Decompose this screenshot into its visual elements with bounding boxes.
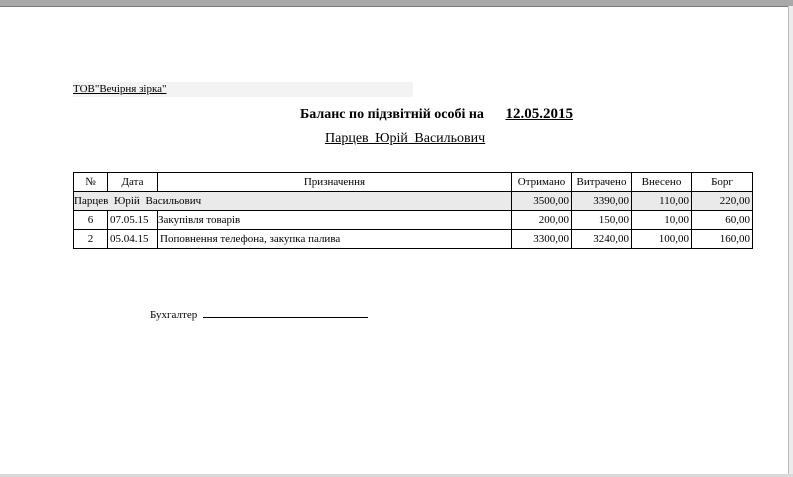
row-number: 6	[74, 211, 108, 230]
group-received: 3500,00	[512, 192, 572, 211]
row-date: 05.04.15	[108, 230, 158, 249]
report-title-row	[300, 105, 573, 124]
row-debt: 60,00	[692, 211, 753, 230]
group-name: Парцев Юрій Васильович	[74, 192, 512, 211]
table-header-row	[74, 173, 753, 192]
vertical-scrollbar[interactable]	[788, 6, 793, 477]
column-header-purpose: Призначення	[158, 173, 512, 192]
balance-table	[73, 172, 753, 249]
row-debt: 160,00	[692, 230, 753, 249]
row-date: 07.05.15	[108, 211, 158, 230]
group-total-row	[74, 192, 753, 211]
row-purpose: Поповнення телефона, закупка палива	[158, 230, 512, 249]
column-header-number: №	[74, 173, 108, 192]
row-received: 3300,00	[512, 230, 572, 249]
row-purpose: Закупівля товарів	[158, 211, 512, 230]
column-header-received: Отримано	[512, 173, 572, 192]
row-deposited: 10,00	[632, 211, 692, 230]
report-person: Парцев Юрій Васильович	[325, 131, 486, 146]
report-title: Баланс по підзвітній особі на	[300, 107, 484, 122]
row-spent: 3240,00	[572, 230, 632, 249]
signature-line	[203, 306, 368, 318]
window-top-border	[0, 0, 793, 7]
accountant-signature	[150, 306, 368, 323]
row-spent: 150,00	[572, 211, 632, 230]
row-deposited: 100,00	[632, 230, 692, 249]
table-row	[74, 211, 753, 230]
table-row	[74, 230, 753, 249]
column-header-deposited: Внесено	[632, 173, 692, 192]
column-header-debt: Борг	[692, 173, 753, 192]
row-number: 2	[74, 230, 108, 249]
column-header-date: Дата	[108, 173, 158, 192]
group-debt: 220,00	[692, 192, 753, 211]
signature-label: Бухгалтер	[150, 309, 198, 321]
group-spent: 3390,00	[572, 192, 632, 211]
row-received: 200,00	[512, 211, 572, 230]
company-name: ТОВ"Вечірня зірка"	[73, 82, 413, 97]
column-header-spent: Витрачено	[572, 173, 632, 192]
report-date: 12.05.2015	[505, 106, 573, 122]
group-deposited: 110,00	[632, 192, 692, 211]
